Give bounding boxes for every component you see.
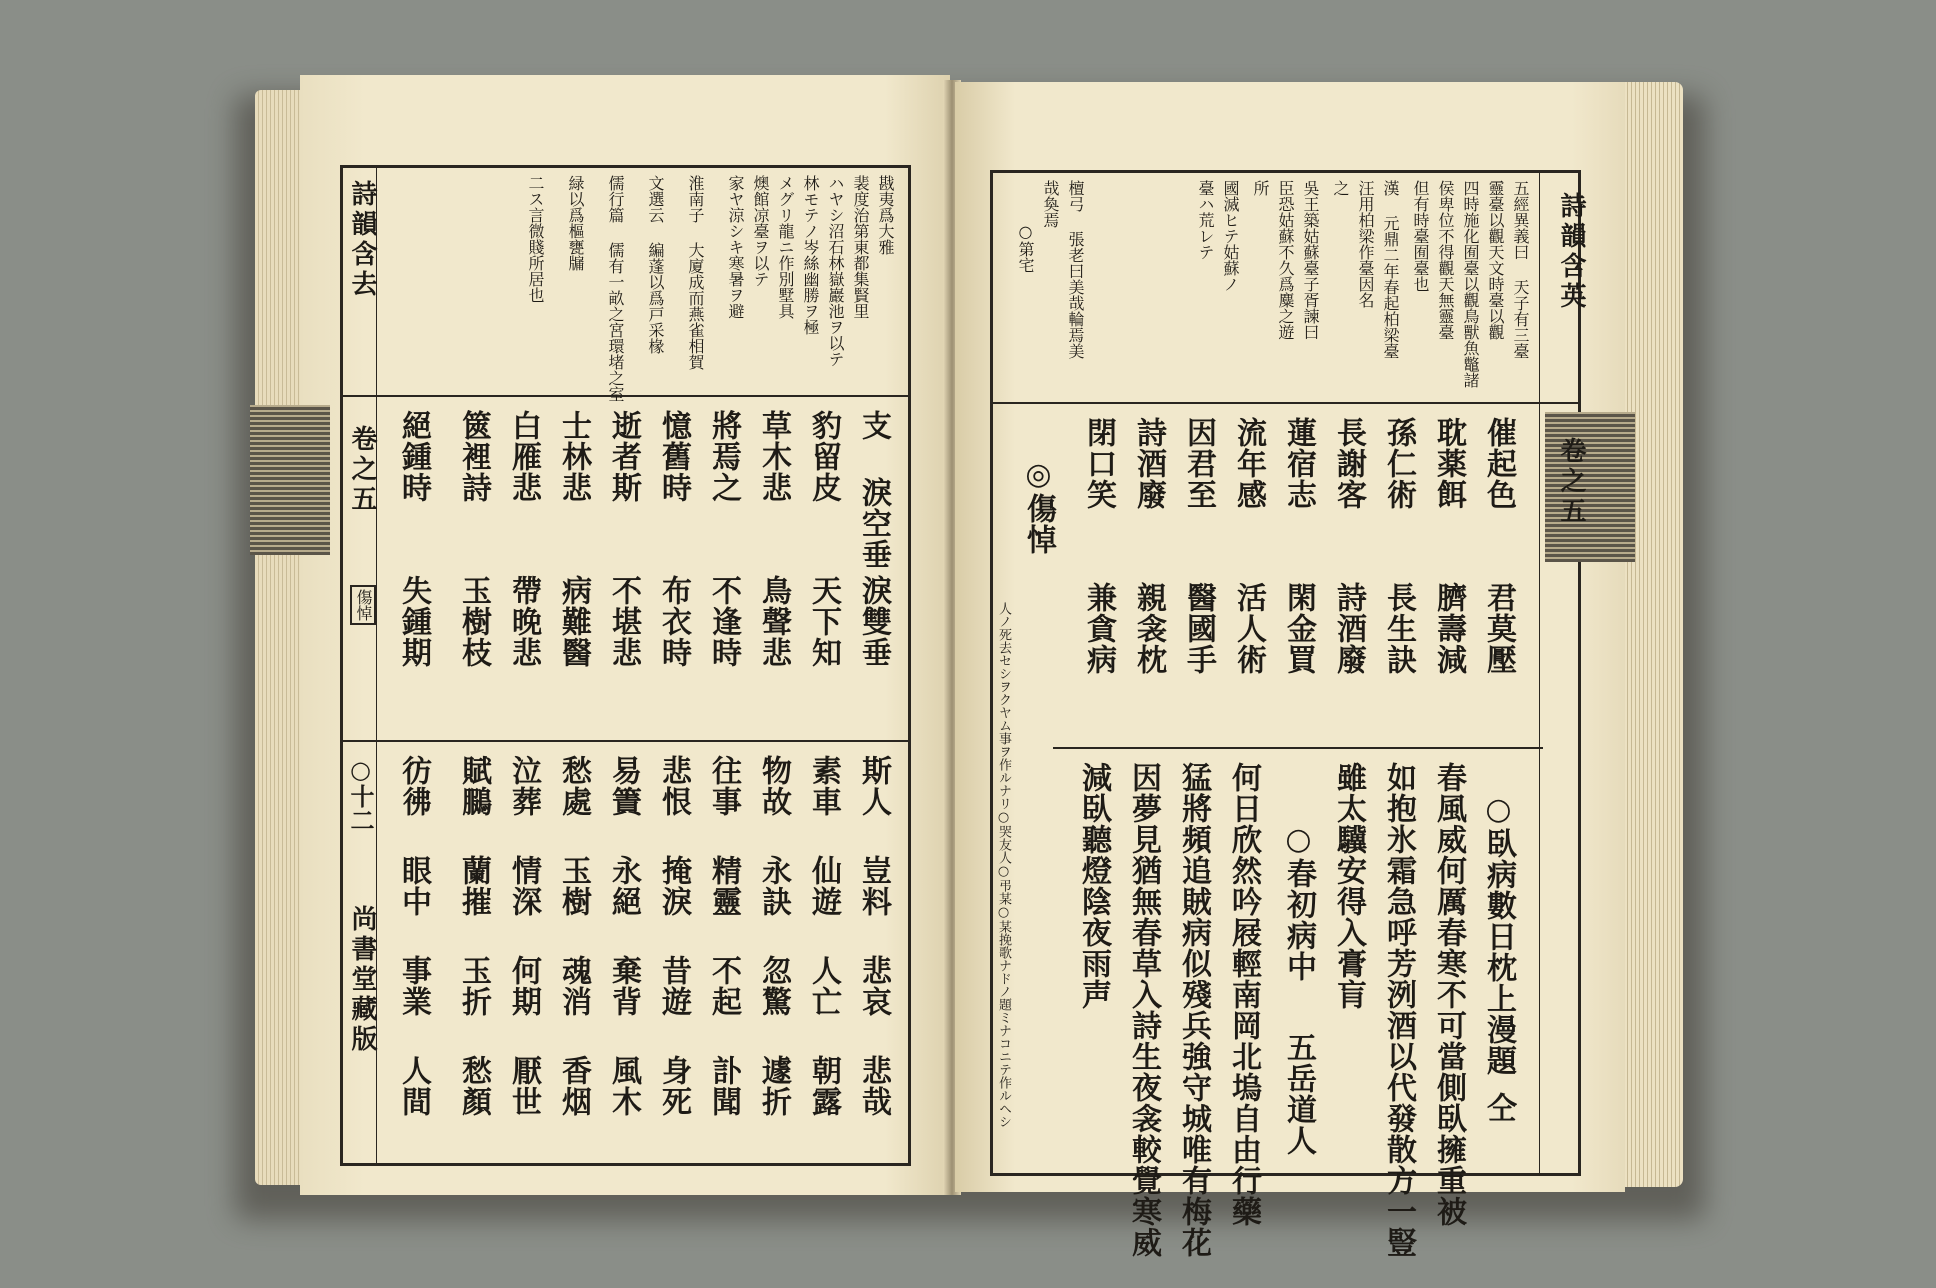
poem-line: 雖太驥安得入膏肓 <box>1331 762 1366 1010</box>
entry: 臍壽減 <box>1431 582 1466 675</box>
entry: 豈料 <box>856 855 891 917</box>
entry: 逝者斯 <box>606 410 641 503</box>
note-line: 臣恐姑蘇不久爲麋之遊 <box>1276 180 1295 340</box>
entry: 斯人 <box>856 755 891 817</box>
note-line: 靈臺以觀天文時臺以觀 <box>1486 180 1505 340</box>
entry: 憶舊時 <box>656 410 691 503</box>
right-page <box>955 82 1625 1258</box>
right-page-stack-edge <box>1615 82 1683 1187</box>
entry: 病難醫 <box>556 575 591 668</box>
entry: 情深 <box>506 855 541 917</box>
entry: 帶晚悲 <box>506 575 541 668</box>
entry: 彷彿 <box>396 755 431 817</box>
entry: 物故 <box>756 755 791 817</box>
entry: 布衣時 <box>656 575 691 668</box>
poem-line: 猛將頻追賊病似殘兵強守城唯有梅花 <box>1176 762 1211 1258</box>
right-side-title: 詩韻含英 <box>1556 192 1586 312</box>
entry: 君莫壓 <box>1481 582 1516 675</box>
entry: 蓮宿志 <box>1281 417 1316 510</box>
left-side-category: 卷之五 <box>347 425 377 515</box>
entry: 仙遊 <box>806 855 841 917</box>
note-line: 吳王築姑蘇臺子胥諫曰 <box>1301 180 1320 340</box>
entry: 耽薬餌 <box>1431 417 1466 510</box>
entry: 豹留皮 <box>806 410 841 503</box>
section-heading: ◎傷悼 <box>1021 457 1056 555</box>
entry: 玉樹 <box>556 855 591 917</box>
note-line: 臺ハ荒レテ <box>1196 180 1215 260</box>
note-line: 哉奐焉 <box>1041 180 1060 228</box>
entry: 永訣 <box>756 855 791 917</box>
entry: 悲哉 <box>856 1055 891 1117</box>
entry: 因君至 <box>1181 417 1216 510</box>
entry: 香烟 <box>556 1055 591 1117</box>
note-line: 緑以爲樞甕牖 <box>566 175 585 271</box>
note-line: 淮南子 大廈成而燕雀相賀 <box>686 175 705 370</box>
entry: 悲恨 <box>656 755 691 817</box>
left-entries-divider <box>340 740 908 742</box>
entry: 朝露 <box>806 1055 841 1117</box>
entry: 愁處 <box>556 755 591 817</box>
note-line: 林モテノ岑絲幽勝ヲ極 <box>801 175 820 335</box>
entry: 昔遊 <box>656 955 691 1017</box>
poem-line: 因夢見猶無春草入詩生夜衾較覺寒威 <box>1126 762 1161 1258</box>
note-line: 之 <box>1331 180 1350 196</box>
entry: 不起 <box>706 955 741 1017</box>
entry: 素車 <box>806 755 841 817</box>
poem-title-suffix: 仝 <box>1481 1092 1516 1123</box>
entry: 忽驚 <box>756 955 791 1017</box>
note-line: 但有時臺囿臺也 <box>1411 180 1430 292</box>
note-line: ○第宅 <box>1016 222 1035 273</box>
entry: 泣葬 <box>506 755 541 817</box>
entry: 長生訣 <box>1381 582 1416 675</box>
note-line: 家ヤ涼シキ寒暑ヲ避 <box>726 175 745 319</box>
entry: 鳥聲悲 <box>756 575 791 668</box>
note-line: 戡夷爲大雅 <box>876 175 895 255</box>
entry: 風木 <box>606 1055 641 1117</box>
right-side-category: 卷之五 <box>1556 437 1586 527</box>
poem-line: 何日欣然吟屐輕南岡北塢自由行藥 <box>1226 762 1261 1227</box>
poem-title: ○春初病中 <box>1281 822 1316 982</box>
entry: 易簀 <box>606 755 641 817</box>
entry: 玉折 <box>456 955 491 1017</box>
note-line: 二ス言微賤所居也 <box>526 175 545 303</box>
note-line: 所 <box>1251 180 1270 196</box>
left-page <box>300 75 950 1195</box>
entry: 長謝客 <box>1331 417 1366 510</box>
entry: 何期 <box>506 955 541 1017</box>
entry: 將焉之 <box>706 410 741 503</box>
right-poem-divider <box>1053 747 1543 749</box>
poem-line: 春風威何厲春寒不可當側臥擁重被 <box>1431 762 1466 1227</box>
entry: 閉口笑 <box>1081 417 1116 510</box>
note-line: 文選云 編蓬以爲戸采椽 <box>646 175 665 354</box>
entry: 親衾枕 <box>1131 582 1166 675</box>
entry: 訃聞 <box>706 1055 741 1117</box>
note-line: 裴度治第東都集賢里 <box>851 175 870 319</box>
note-line: 檀弓 張老曰美哉輪焉美 <box>1066 180 1085 359</box>
note-line: 五經異義曰 天子有三臺 <box>1511 180 1530 359</box>
entry: 厭世 <box>506 1055 541 1117</box>
entry: 流年感 <box>1231 417 1266 510</box>
entry: 不逢時 <box>706 575 741 668</box>
poem-title: ○臥病數日枕上漫題 <box>1481 792 1516 1076</box>
entry: 醫國手 <box>1181 582 1216 675</box>
entry: 蘭摧 <box>456 855 491 917</box>
note-line: 儒行篇 儒有一畝之宮環堵之室 <box>606 175 625 402</box>
section-note: 人ノ死去セシヲクヤム事ヲ作ルナリ○哭友人○弔某○某挽歌ナドノ題ミナコニテ作ルヘシ <box>996 602 1011 1128</box>
entry: 篋裡詩 <box>456 410 491 503</box>
left-publisher: 尚書堂藏版 <box>347 905 377 1055</box>
note-line: ハヤシ沼石林嶽巖池ヲ以テ <box>826 175 845 367</box>
entry: 身死 <box>656 1055 691 1117</box>
entry: 精靈 <box>706 855 741 917</box>
entry: 士林悲 <box>556 410 591 503</box>
left-page-number: ○十二 <box>346 755 375 832</box>
note-line: 汪用柏梁作臺因名 <box>1356 180 1375 308</box>
entry: 天下知 <box>806 575 841 668</box>
entry: 淚雙垂 <box>856 575 891 668</box>
poem-author: 五岳道人 <box>1281 1032 1316 1156</box>
entry: 孫仁術 <box>1381 417 1416 510</box>
entry: 閑金買 <box>1281 582 1316 675</box>
entry: 兼貪病 <box>1081 582 1116 675</box>
entry: 活人術 <box>1231 582 1266 675</box>
entry: 不堪悲 <box>606 575 641 668</box>
poem-line: 減臥聽燈陰夜雨声 <box>1076 762 1111 1010</box>
left-edge-tab-shading <box>250 405 330 555</box>
entry: 事業 <box>396 955 431 1017</box>
entry: 棄背 <box>606 955 641 1017</box>
entry: 掩淚 <box>656 855 691 917</box>
entry: 賦鵩 <box>456 755 491 817</box>
entry: 悲哀 <box>856 955 891 1017</box>
entry: 詩酒廢 <box>1131 417 1166 510</box>
entry: 催起色 <box>1481 417 1516 510</box>
note-line: メグリ龍ニ作別墅具 <box>776 175 795 319</box>
entry: 草木悲 <box>756 410 791 503</box>
left-side-title: 詩韻含去 <box>347 180 377 300</box>
entry: 失鍾期 <box>396 575 431 668</box>
note-line: 侯卑位不得觀天無靈臺 <box>1436 180 1455 340</box>
entry: 絕鍾時 <box>396 410 431 503</box>
entry: 魂消 <box>556 955 591 1017</box>
entry: 詩酒廢 <box>1331 582 1366 675</box>
poem-line: 如抱氷霜急呼芳洌酒以代發散方一豎 <box>1381 762 1416 1258</box>
note-line: 四時施化囿臺以觀鳥獸魚鼈諸 <box>1461 180 1480 388</box>
entry: 往事 <box>706 755 741 817</box>
entry: 玉樹枝 <box>456 575 491 668</box>
entry: 愁顏 <box>456 1055 491 1117</box>
entry: 永絕 <box>606 855 641 917</box>
entry: 支 淚空垂 <box>856 410 891 570</box>
note-line: 燠館凉臺ヲ以テ <box>751 175 770 287</box>
entry: 遽折 <box>756 1055 791 1117</box>
left-side-subsection: 傷悼 <box>350 585 376 625</box>
note-line: 漢 元鼎二年春起柏梁臺 <box>1381 180 1400 359</box>
entry: 人間 <box>396 1055 431 1117</box>
note-line: 國滅ヒテ姑蘇ノ <box>1221 180 1240 292</box>
right-notes-divider <box>990 402 1578 404</box>
entry: 人亡 <box>806 955 841 1017</box>
entry: 白雁悲 <box>506 410 541 503</box>
right-margin-rule <box>1539 170 1540 1173</box>
entry: 眼中 <box>396 855 431 917</box>
